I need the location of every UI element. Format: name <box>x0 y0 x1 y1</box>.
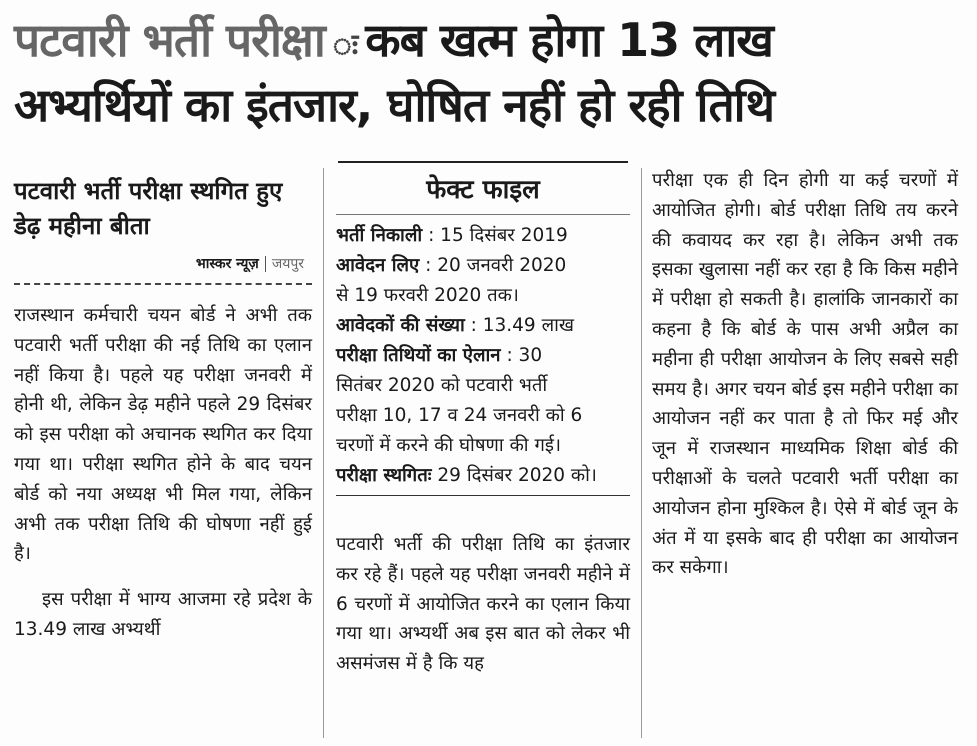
article-paragraph: इस परीक्षा में भाग्य आजमा रहे प्रदेश के 13.49 लाख अभ्यर्थी <box>14 589 312 640</box>
headline-line-2: अभ्यर्थियों का इंतजार, घोषित नहीं हो रही तिथि <box>14 78 774 132</box>
article-paragraph: परीक्षा एक ही दिन होगी या कई चरणों में आयोजित होगी। बोर्ड परीक्षा तिथि तय करने की कवायद कर रहा है। लेकिन अभी तक इसका खुलासा नहीं कर रहा है कि किस महीने में परीक्षा हो सकती है। हालांकि जानकारों का कहना है कि बोर्ड के पास अभी अप्रैल का महीना ही परीक्षा आयोजन के लिए सबसे सही समय है। अगर चयन बोर्ड इस महीने परीक्षा का आयोजन नहीं कर पाता है तो फिर मई और जून में राजस्थान माध्यमिक शिक्षा बोर्ड की परीक्षाओं के चलते पटवारी भर्ती परीक्षा का आयोजन होना मुश्किल है। ऐसे में बोर्ड जून के अंत में या इसके बाद ही परीक्षा का आयोजन कर सकेगा। <box>652 170 958 579</box>
fact-file-line <box>336 371 630 401</box>
fact-file-lines <box>336 221 630 491</box>
fact-file-line <box>336 281 630 311</box>
fact-label: आवेदन लिए <box>336 255 420 276</box>
headline-colon: ः <box>332 26 358 64</box>
top-divider <box>338 161 628 163</box>
fact-label: परीक्षा तिथियों का ऐलान <box>336 345 501 366</box>
dashed-divider <box>14 283 312 285</box>
fact-file-line <box>336 311 630 341</box>
fact-file-title-rule <box>336 214 630 215</box>
fact-file-line <box>336 251 630 281</box>
fact-file-box <box>336 168 630 496</box>
fact-file-line <box>336 461 630 491</box>
article-paragraph: राजस्थान कर्मचारी चयन बोर्ड ने अभी तक पटवारी भर्ती परीक्षा की नई तिथि का एलान नहीं किया है। पहले यह परीक्षा जनवरी में होनी थी, लेकिन डेढ़ महीने पहले 29 दिसंबर को इस परीक्षा को अचानक स्थगित कर दिया गया था। परीक्षा स्थगित होने के बाद चयन बोर्ड को नया अध्यक्ष भी मिल गया, लेकिन अभी तक परीक्षा तिथि की घोषणा नहीं हुई है। <box>14 305 312 565</box>
fact-file-line <box>336 431 630 461</box>
headline-question: कब खत्म होगा 13 लाख <box>365 13 773 67</box>
column-1 <box>14 166 312 645</box>
fact-value: से 19 फरवरी 2020 तक। <box>336 285 519 306</box>
fact-value: 29 दिसंबर 2020 को। <box>431 465 597 486</box>
byline-source: भास्कर न्यूज़ <box>195 256 259 272</box>
fact-label: भर्ती निकाली <box>336 225 423 246</box>
fact-label: परीक्षा स्थगितः <box>336 465 432 486</box>
fact-value: चरणों में करने की घोषणा की गई। <box>336 435 561 456</box>
headline <box>14 10 964 135</box>
fact-label: आवेदकों की संख्या <box>336 315 465 336</box>
column-divider-2 <box>641 168 642 738</box>
fact-value: सितंबर 2020 को पटवारी भर्ती <box>336 375 548 396</box>
headline-topic: पटवारी भर्ती परीक्षा <box>14 13 325 67</box>
byline-separator <box>265 256 266 272</box>
byline <box>14 254 312 273</box>
column-divider-1 <box>323 168 324 738</box>
headline-line-1 <box>14 10 964 75</box>
byline-city: जयपुर <box>271 256 304 272</box>
fact-value: परीक्षा 10, 17 व 24 जनवरी को 6 <box>336 405 583 426</box>
article-paragraph: पटवारी भर्ती की परीक्षा तिथि का इंतजार कर रहे हैं। पहले यह परीक्षा जनवरी महीने में 6 चरणों में आयोजित करने का एलान किया गया था। अभ्यर्थी अब इस बात को लेकर भी असमंजस में है कि यह <box>336 534 630 675</box>
fact-value: : 15 दिसंबर 2019 <box>422 225 568 246</box>
column-2 <box>336 166 630 679</box>
fact-value: : 30 <box>500 345 543 366</box>
fact-value: : 20 जनवरी 2020 <box>419 255 567 276</box>
subheadline: पटवारी भर्ती परीक्षा स्थगित हुए डेढ़ महीना बीता <box>14 177 283 240</box>
column-3 <box>652 166 958 583</box>
fact-file-title: फेक्ट फाइल <box>426 175 540 205</box>
fact-file-line <box>336 341 630 371</box>
fact-file-line <box>336 401 630 431</box>
fact-value: : 13.49 लाख <box>464 315 575 336</box>
fact-file-line <box>336 221 630 251</box>
